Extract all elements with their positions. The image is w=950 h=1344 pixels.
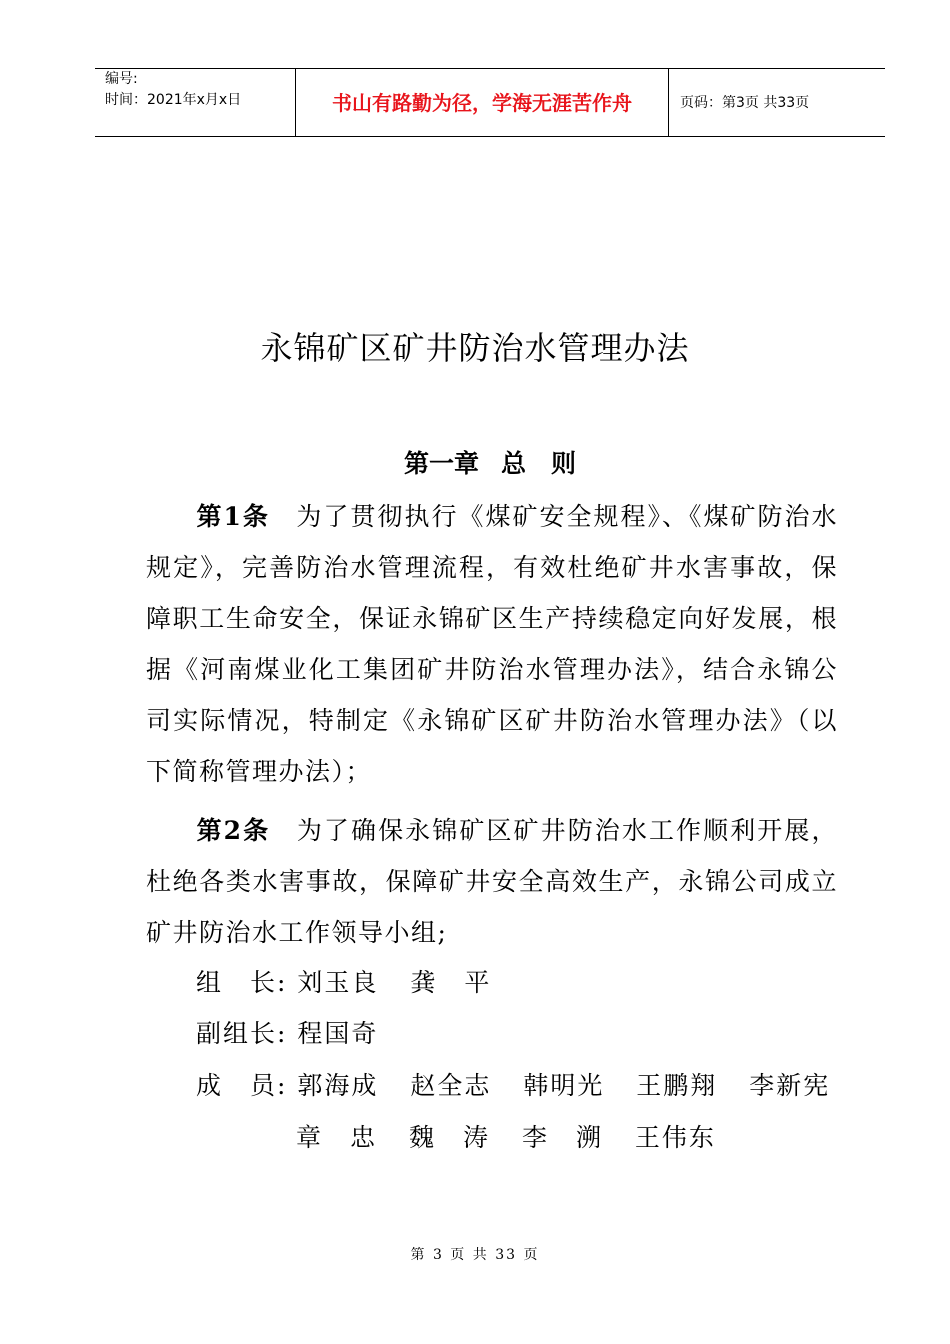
- article-number: 第2条: [196, 816, 271, 845]
- member-name: 李 溯: [521, 1123, 603, 1152]
- document-time-label: 时间：2021年x月x日: [105, 92, 242, 108]
- group-members-line-2: [296, 1120, 716, 1156]
- group-members-line: [196, 1068, 830, 1104]
- header-meta-cell: [95, 69, 295, 136]
- chapter-name: 总 则: [501, 449, 577, 478]
- header-motto-cell: [295, 69, 669, 136]
- document-number-label: 编号:: [105, 71, 138, 87]
- member-name: 郭海成: [297, 1071, 379, 1100]
- group-deputy-line: [196, 1016, 378, 1052]
- member-name: 韩明光: [523, 1071, 605, 1100]
- header-page-info: 页码：第3页 共33页: [680, 95, 810, 111]
- page-footer: 第 3 页 共 33 页: [410, 1247, 540, 1263]
- chapter-label: 第一章: [403, 449, 479, 478]
- group-leader-line: [196, 965, 491, 1001]
- header-page-cell: [668, 69, 885, 136]
- article-paragraph: [146, 805, 838, 958]
- header-motto: 书山有路勤为径，学海无涯苦作舟: [332, 91, 632, 115]
- member-name: 龚 平: [410, 968, 492, 997]
- deputy-label: 副组长:: [196, 1019, 288, 1048]
- article-number: 第1条: [196, 502, 270, 531]
- member-name: 赵全志: [410, 1071, 492, 1100]
- article-text: 为了贯彻执行《煤矿安全规程》、《煤矿防治水规定》，完善防治水管理流程，有效杜绝矿井水害事故，保障职工生命安全，保证永锦矿区生产持续稳定向好发展，根据《河南煤业化工集团矿井防治水管理办法》，结合永锦公司实际情况，特制定《永锦矿区矿井防治水管理办法》（以下简称管理办法）；: [146, 502, 838, 786]
- leader-label: 组 长:: [196, 968, 288, 997]
- document-header: [95, 68, 885, 137]
- members-label: 成 员:: [196, 1071, 288, 1100]
- member-name: 魏 涛: [408, 1123, 490, 1152]
- member-name: 王鹏翔: [636, 1071, 718, 1100]
- article-text: 为了确保永锦矿区矿井防治水工作顺利开展，杜绝各类水害事故，保障矿井安全高效生产，永锦公司成立矿井防治水工作领导小组;: [146, 816, 838, 947]
- document-title: 永锦矿区矿井防治水管理办法: [260, 329, 690, 367]
- member-name: 章 忠: [296, 1123, 378, 1152]
- member-name: 程国奇: [297, 1019, 379, 1048]
- member-name: 王伟东: [634, 1123, 716, 1152]
- member-name: 刘玉良: [297, 968, 379, 997]
- chapter-heading: [0, 446, 950, 482]
- article-paragraph: [146, 491, 838, 797]
- member-name: 李新宪: [749, 1071, 831, 1100]
